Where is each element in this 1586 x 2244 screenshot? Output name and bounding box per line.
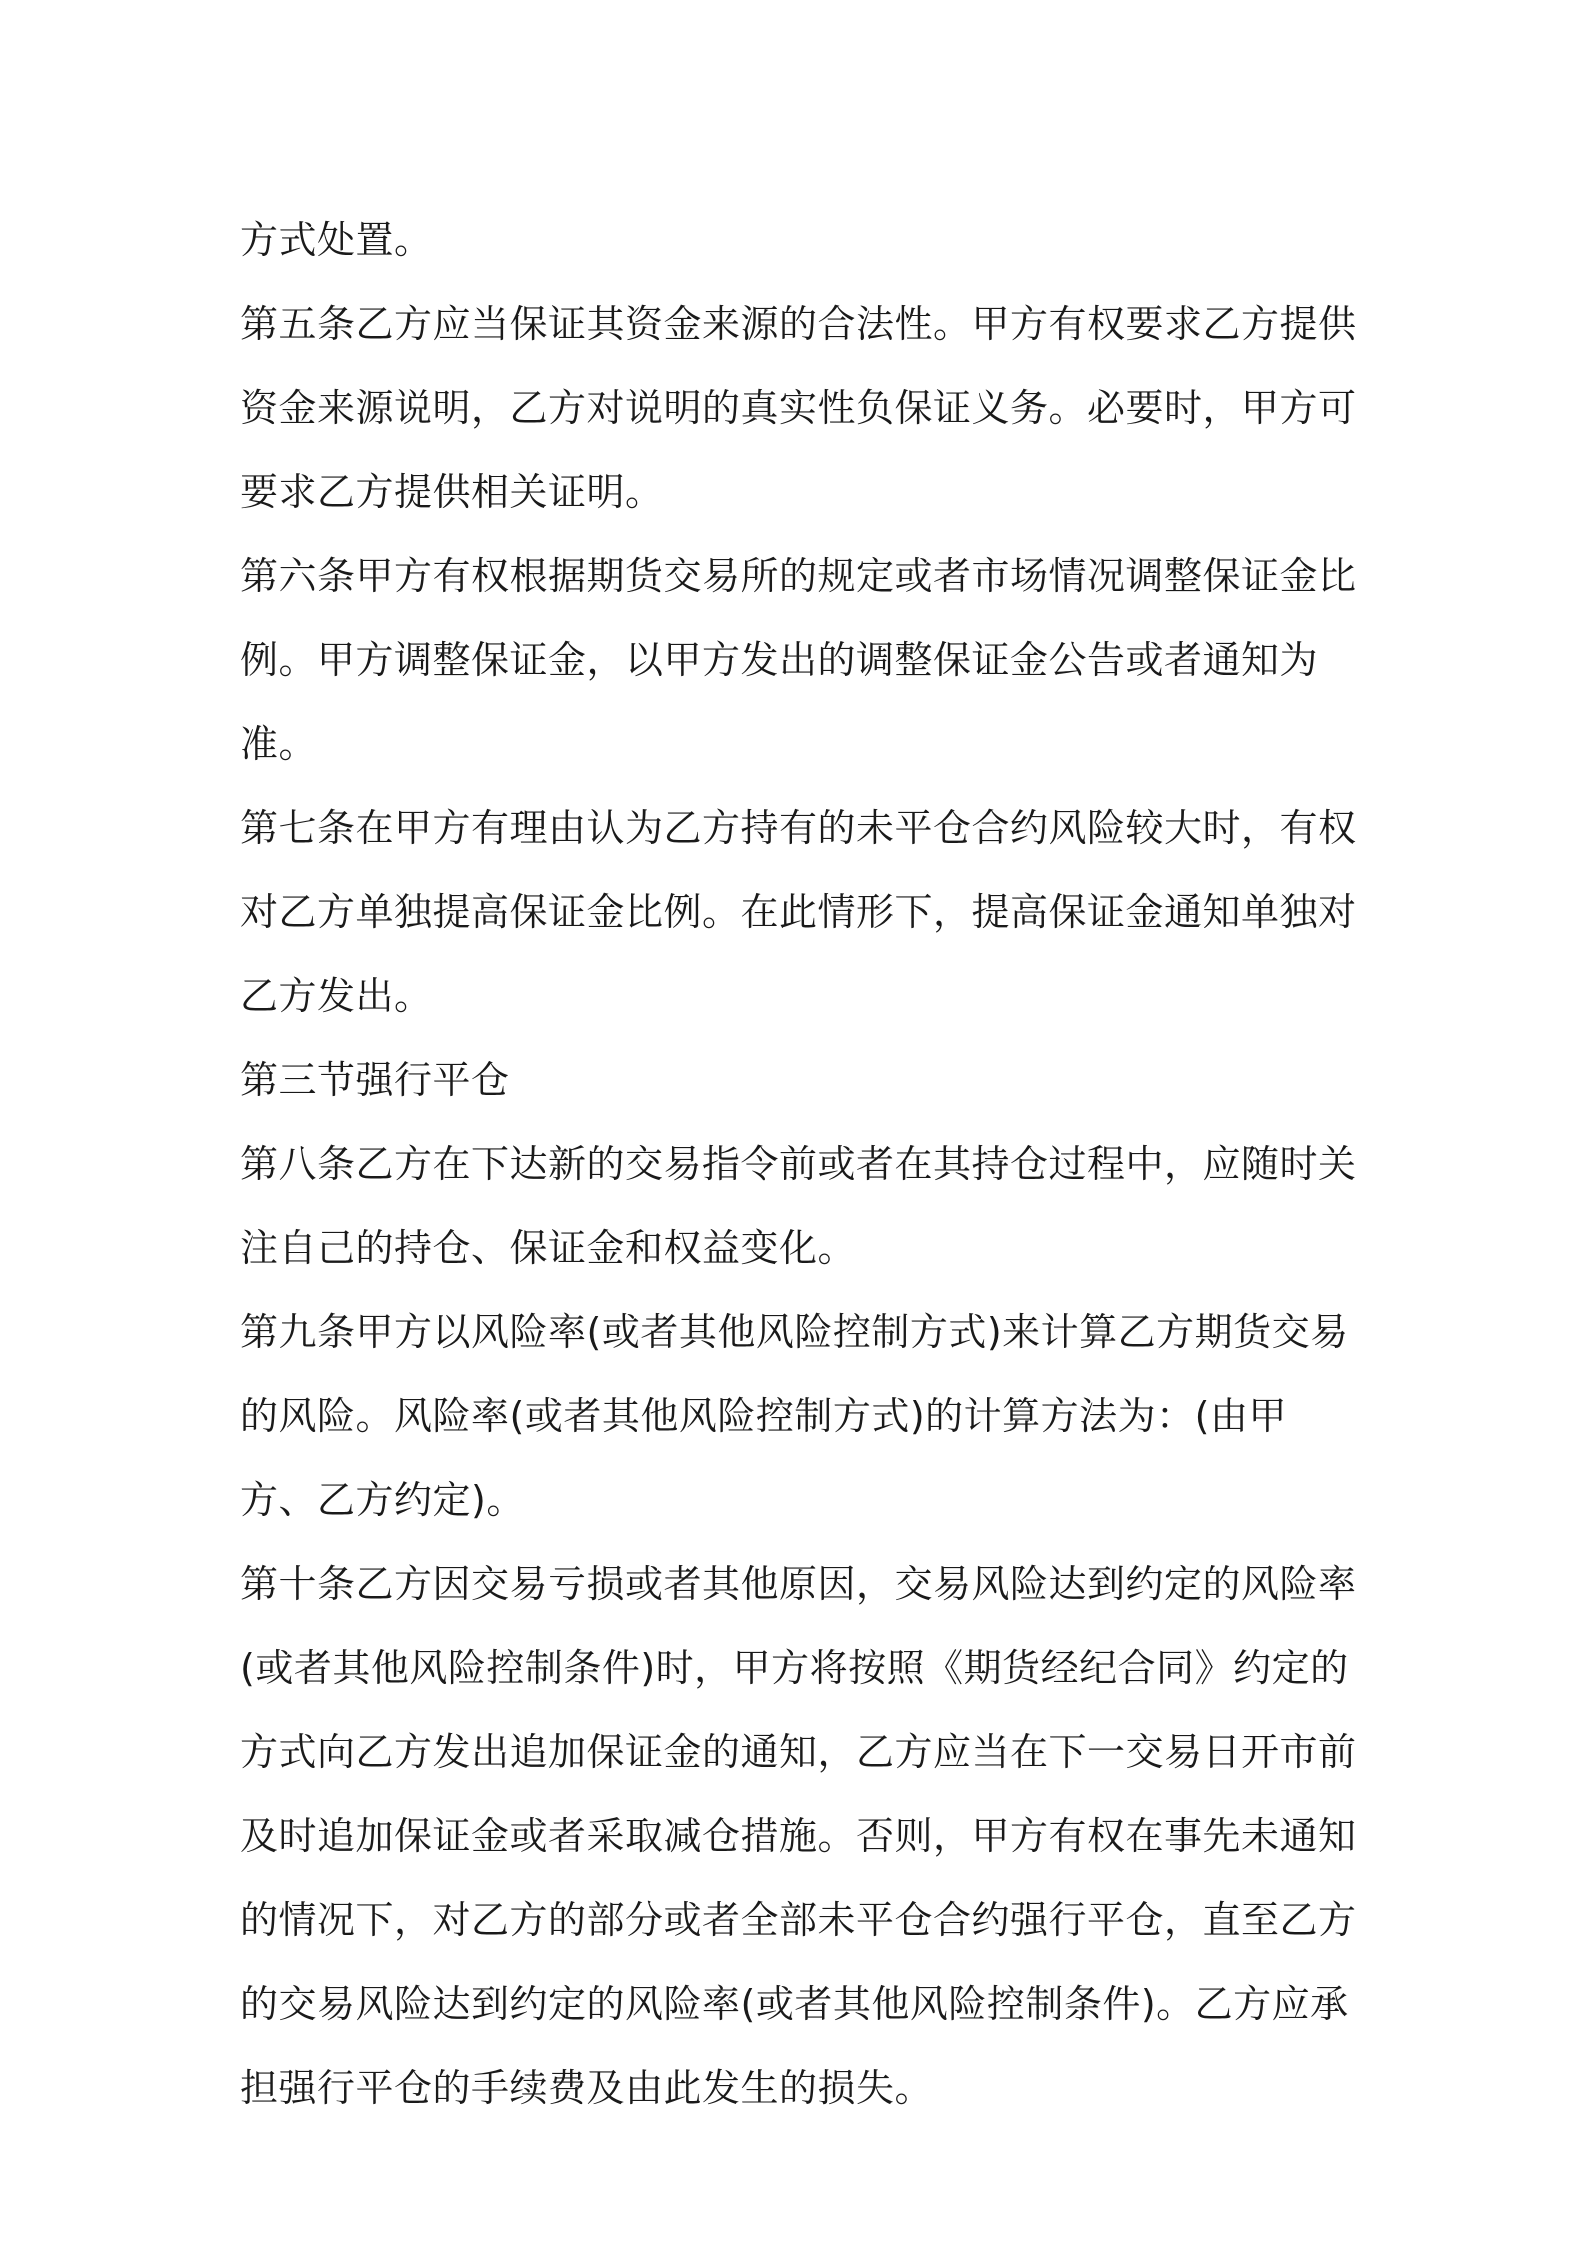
article-7: 第七条在甲方有理由认为乙方持有的未平仓合约风险较大时，有权对乙方单独提高保证金比例。在此情形下，提高保证金通知单独对乙方发出。	[240, 806, 1357, 1018]
paragraph-continuation: 方式处置。	[240, 218, 433, 262]
article-8: 第八条乙方在下达新的交易指令前或者在其持仓过程中，应随时关注自己的持仓、保证金和权益变化。	[240, 1142, 1357, 1270]
document-body	[240, 198, 1360, 2130]
section-heading: 第三节强行平仓	[240, 1058, 510, 1102]
article-5: 第五条乙方应当保证其资金来源的合法性。甲方有权要求乙方提供资金来源说明，乙方对说明的真实性负保证义务。必要时，甲方可要求乙方提供相关证明。	[240, 302, 1357, 514]
article-6: 第六条甲方有权根据期货交易所的规定或者市场情况调整保证金比例。甲方调整保证金，以甲方发出的调整保证金公告或者通知为准。	[240, 554, 1357, 766]
article-10: 第十条乙方因交易亏损或者其他原因，交易风险达到约定的风险率(或者其他风险控制条件)时，甲方将按照《期货经纪合同》约定的方式向乙方发出追加保证金的通知，乙方应当在下一交易日开市前及时追加保证金或者采取减仓措施。否则，甲方有权在事先未通知的情况下，对乙方的部分或者全部未平仓合约强行平仓，直至乙方的交易风险达到约定的风险率(或者其他风险控制条件)。乙方应承担强行平仓的手续费及由此发生的损失。	[240, 1562, 1357, 2110]
article-9: 第九条甲方以风险率(或者其他风险控制方式)来计算乙方期货交易的风险。风险率(或者其他风险控制方式)的计算方法为：(由甲方、乙方约定)。	[240, 1310, 1349, 1522]
